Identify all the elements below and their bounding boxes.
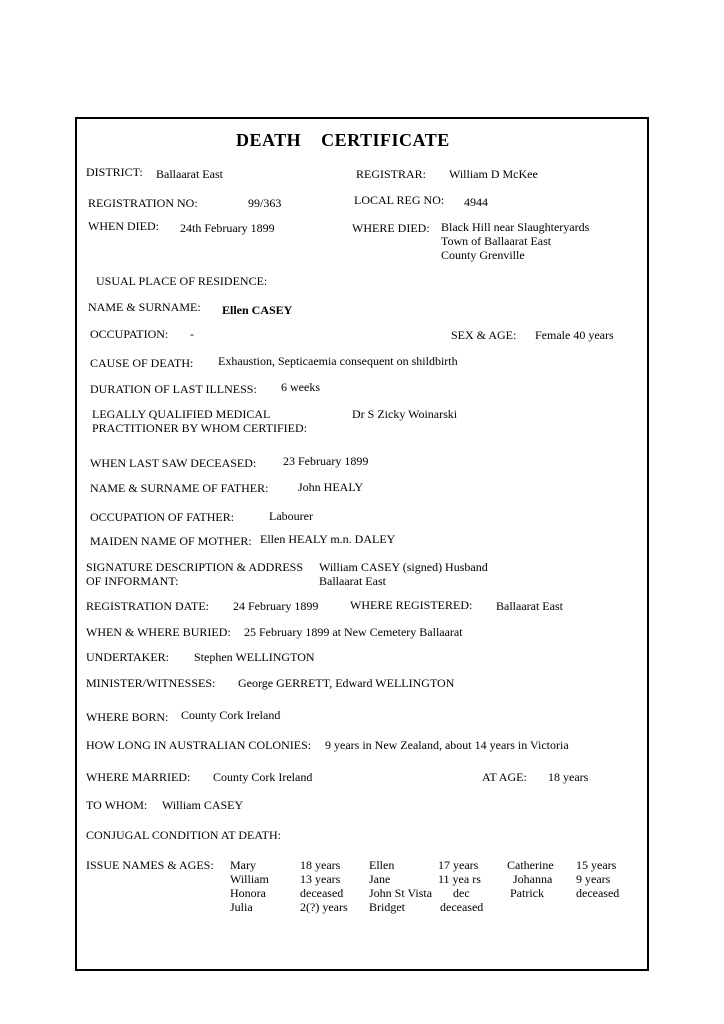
at-age-label: AT AGE:	[482, 770, 527, 784]
name-label: NAME & SURNAME:	[88, 300, 201, 314]
issue-age: dec	[453, 886, 470, 900]
issue-name: Jane	[369, 872, 391, 886]
sex-age-label: SEX & AGE:	[451, 328, 517, 342]
undertaker-label: UNDERTAKER:	[86, 650, 169, 664]
minister-label: MINISTER/WITNESSES:	[86, 676, 216, 690]
where-married-value: County Cork Ireland	[213, 770, 313, 784]
issue-label: ISSUE NAMES & AGES:	[86, 858, 214, 872]
cause-of-death-label: CAUSE OF DEATH:	[90, 356, 194, 370]
district-value: Ballaarat East	[156, 167, 223, 181]
duration-value: 6 weeks	[281, 380, 320, 394]
where-died-line-3: County Grenville	[441, 248, 525, 262]
registration-no-value: 99/363	[248, 196, 282, 210]
district-label: DISTRICT:	[86, 165, 143, 179]
duration-label: DURATION OF LAST ILLNESS:	[90, 382, 257, 396]
certificate-title: DEATH CERTIFICATE	[236, 130, 450, 150]
issue-age: deceased	[576, 886, 620, 900]
father-value: John HEALY	[298, 480, 364, 494]
where-died-line-1: Black Hill near Slaughteryards	[441, 220, 590, 234]
issue-name: Patrick	[510, 886, 544, 900]
colonies-label: HOW LONG IN AUSTRALIAN COLONIES:	[86, 738, 312, 752]
local-reg-no-label: LOCAL REG NO:	[354, 193, 445, 207]
issue-name: Julia	[230, 900, 253, 914]
issue-name: Bridget	[369, 900, 405, 914]
issue-name: William	[230, 872, 269, 886]
last-saw-value: 23 February 1899	[283, 454, 369, 468]
cause-of-death-value: Exhaustion, Septicaemia consequent on shildbirth	[218, 354, 458, 368]
conjugal-label: CONJUGAL CONDITION AT DEATH:	[86, 828, 281, 842]
buried-value: 25 February 1899 at New Cemetery Ballaarat	[244, 625, 463, 639]
issue-age: 9 years	[576, 872, 611, 886]
when-died-value: 24th February 1899	[180, 221, 275, 235]
where-died-label: WHERE DIED:	[352, 221, 430, 235]
father-occupation-value: Labourer	[269, 509, 313, 523]
practitioner-value: Dr S Zicky Woinarski	[352, 407, 458, 421]
where-born-value: County Cork Ireland	[181, 708, 281, 722]
issue-age: 13 years	[300, 872, 341, 886]
occupation-value: -	[190, 327, 194, 341]
registration-date-label: REGISTRATION DATE:	[86, 599, 209, 613]
undertaker-value: Stephen WELLINGTON	[194, 650, 315, 664]
registrar-label: REGISTRAR:	[356, 167, 427, 181]
to-whom-value: William CASEY	[162, 798, 244, 812]
colonies-value: 9 years in New Zealand, about 14 years in Victoria	[325, 738, 569, 752]
to-whom-label: TO WHOM:	[86, 798, 148, 812]
issue-name: Mary	[230, 858, 256, 872]
minister-value: George GERRETT, Edward WELLINGTON	[238, 676, 455, 690]
issue-age: 18 years	[300, 858, 341, 872]
last-saw-label: WHEN LAST SAW DECEASED:	[90, 456, 257, 470]
registration-date-value: 24 February 1899	[233, 599, 319, 613]
informant-label-2: OF INFORMANT:	[86, 574, 179, 588]
informant-value-1: William CASEY (signed) Husband	[319, 560, 488, 574]
father-label: NAME & SURNAME OF FATHER:	[90, 481, 269, 495]
issue-name: Johanna	[513, 872, 553, 886]
issue-name: Catherine	[507, 858, 554, 872]
registrar-value: William D McKee	[449, 167, 538, 181]
where-married-label: WHERE MARRIED:	[86, 770, 191, 784]
where-registered-label: WHERE REGISTERED:	[350, 598, 473, 612]
issue-age: 11 yea rs	[438, 872, 481, 886]
issue-age: deceased	[440, 900, 484, 914]
buried-label: WHEN & WHERE BURIED:	[86, 625, 231, 639]
where-born-label: WHERE BORN:	[86, 710, 169, 724]
when-died-label: WHEN DIED:	[88, 219, 159, 233]
issue-age: 15 years	[576, 858, 617, 872]
issue-age: 2(?) years	[300, 900, 348, 914]
issue-age: deceased	[300, 886, 344, 900]
father-occupation-label: OCCUPATION OF FATHER:	[90, 510, 235, 524]
issue-name: John St Vista	[369, 886, 433, 900]
issue-age: 17 years	[438, 858, 479, 872]
sex-age-value: Female 40 years	[535, 328, 614, 342]
issue-name: Ellen	[369, 858, 395, 872]
informant-label-1: SIGNATURE DESCRIPTION & ADDRESS	[86, 560, 304, 574]
mother-label: MAIDEN NAME OF MOTHER:	[90, 534, 252, 548]
at-age-value: 18 years	[548, 770, 589, 784]
occupation-label: OCCUPATION:	[90, 327, 169, 341]
local-reg-no-value: 4944	[464, 195, 488, 209]
where-died-line-2: Town of Ballaarat East	[441, 234, 552, 248]
practitioner-label-1: LEGALLY QUALIFIED MEDICAL	[92, 407, 271, 421]
informant-value-2: Ballaarat East	[319, 574, 386, 588]
usual-residence-label: USUAL PLACE OF RESIDENCE:	[96, 274, 268, 288]
practitioner-label-2: PRACTITIONER BY WHOM CERTIFIED:	[92, 421, 307, 435]
registration-no-label: REGISTRATION NO:	[88, 196, 198, 210]
mother-value: Ellen HEALY m.n. DALEY	[260, 532, 396, 546]
issue-name: Honora	[230, 886, 266, 900]
name-value: Ellen CASEY	[222, 303, 293, 317]
where-registered-value: Ballaarat East	[496, 599, 563, 613]
